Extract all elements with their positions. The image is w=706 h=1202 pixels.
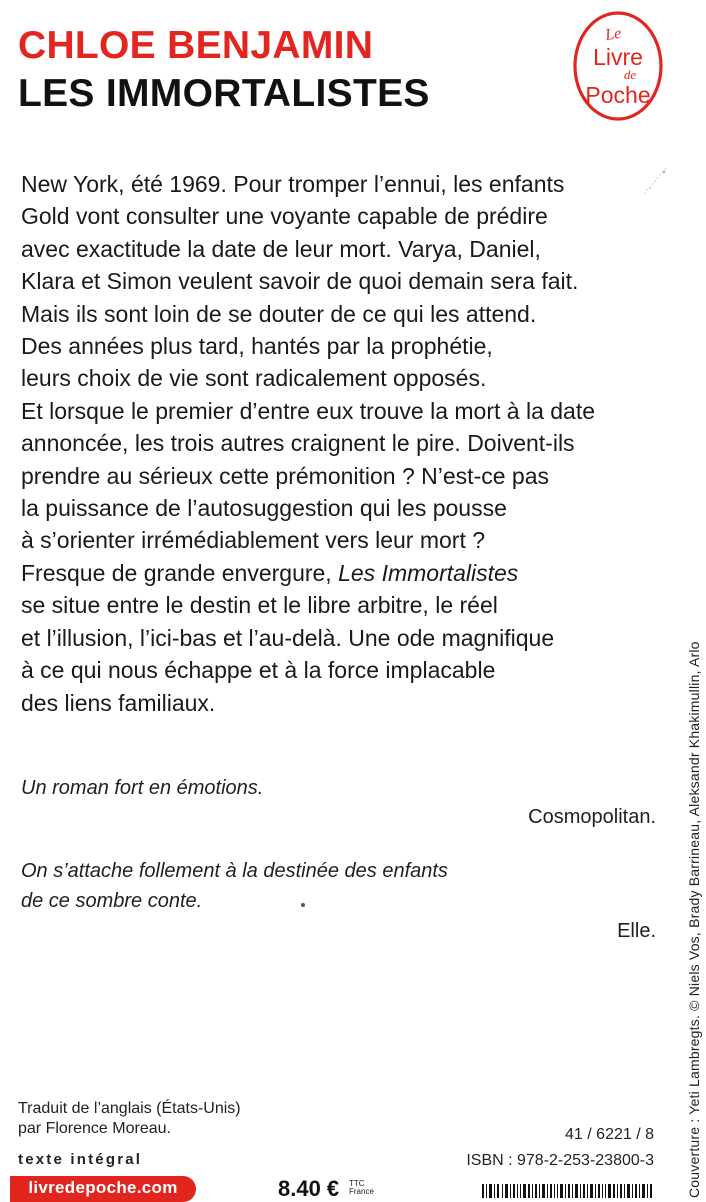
logo-word-livre: Livre [593, 44, 643, 70]
summary-line: Des années plus tard, hantés par la prophétie, [21, 333, 493, 360]
logo-word-le: Le [604, 24, 623, 44]
book-title-italic: Les Immortalistes [338, 559, 519, 586]
summary-line-lead: Fresque de grande envergure, [21, 559, 339, 586]
isbn-number: ISBN : 978-2-253-23800-3 [466, 1152, 654, 1169]
book-title: LES IMMORTALISTES [18, 72, 430, 115]
summary-line: Et lorsque le premier d’entre eux trouve la mort à la date [21, 397, 596, 424]
summary-text [21, 168, 671, 719]
summary-line: New York, été 1969. Pour tromper l’ennui, les enfants [21, 171, 565, 197]
summary-line: prendre au sérieux cette prémonition ? N’est-ce pas [21, 462, 550, 489]
price-note [349, 1180, 374, 1196]
publisher-logo [572, 10, 664, 122]
logo-word-poche: Poche [585, 82, 651, 108]
translator-line: Traduit de l’anglais (États-Unis) [18, 1100, 241, 1117]
summary-line: Klara et Simon veulent savoir de quoi demain sera fait. [21, 268, 579, 295]
author-name: CHLOE BENJAMIN [18, 24, 374, 67]
integral-text-label: texte intégral [18, 1151, 143, 1168]
summary-line: des liens familiaux. [21, 689, 216, 716]
cover-credit: Couverture : Yeti Lambregts. © Niels Vos, Brady Barrineau, Aleksandr Khakimullin, Arlo [686, 641, 702, 1198]
quote-line: Un roman fort en émotions. [21, 777, 264, 799]
summary-line: à s’orienter irrémédiablement vers leur mort ? [21, 527, 486, 554]
quote-line: On s’attache follement à la destinée des enfants [21, 860, 448, 882]
press-quote-1 [21, 773, 263, 803]
summary-line: annoncée, les trois autres craignent le pire. Doivent-ils [21, 430, 575, 457]
website-link[interactable]: livredepoche.com [10, 1176, 196, 1202]
summary-line: leurs choix de vie sont radicalement opposés. [21, 365, 487, 392]
quote-line: de ce sombre conte. [21, 890, 203, 912]
paper-speck-icon [298, 900, 308, 910]
reference-number: 41 / 6221 / 8 [565, 1126, 654, 1143]
summary-line: la puissance de l’autosuggestion qui les pousse [21, 495, 507, 522]
quote-source-1: Cosmopolitan. [528, 806, 656, 828]
summary-line: Mais ils sont loin de se douter de ce qui les attend. [21, 300, 537, 327]
logo-word-de: de [623, 67, 637, 82]
press-quote-2 [21, 856, 448, 916]
summary-line: et l’illusion, l’ici-bas et l’au-delà. Une ode magnifique [21, 624, 555, 651]
summary-line: se situe entre le destin et le libre arbitre, le réel [21, 592, 498, 619]
summary-line [21, 557, 671, 589]
barcode-icon [482, 1184, 654, 1198]
summary-line: avec exactitude la date de leur mort. Varya, Daniel, [21, 235, 541, 262]
price: 8.40 € [278, 1176, 340, 1201]
quote-source-2: Elle. [617, 920, 656, 942]
translator-note [18, 1099, 241, 1139]
price-note-ttc: TTC [349, 1179, 365, 1188]
paper-speck-icon [636, 160, 676, 200]
price-note-country: France [349, 1187, 374, 1196]
translator-line: par Florence Moreau. [18, 1120, 171, 1137]
summary-line: Gold vont consulter une voyante capable de prédire [21, 203, 548, 230]
summary-line: à ce qui nous échappe et à la force implacable [21, 657, 496, 684]
